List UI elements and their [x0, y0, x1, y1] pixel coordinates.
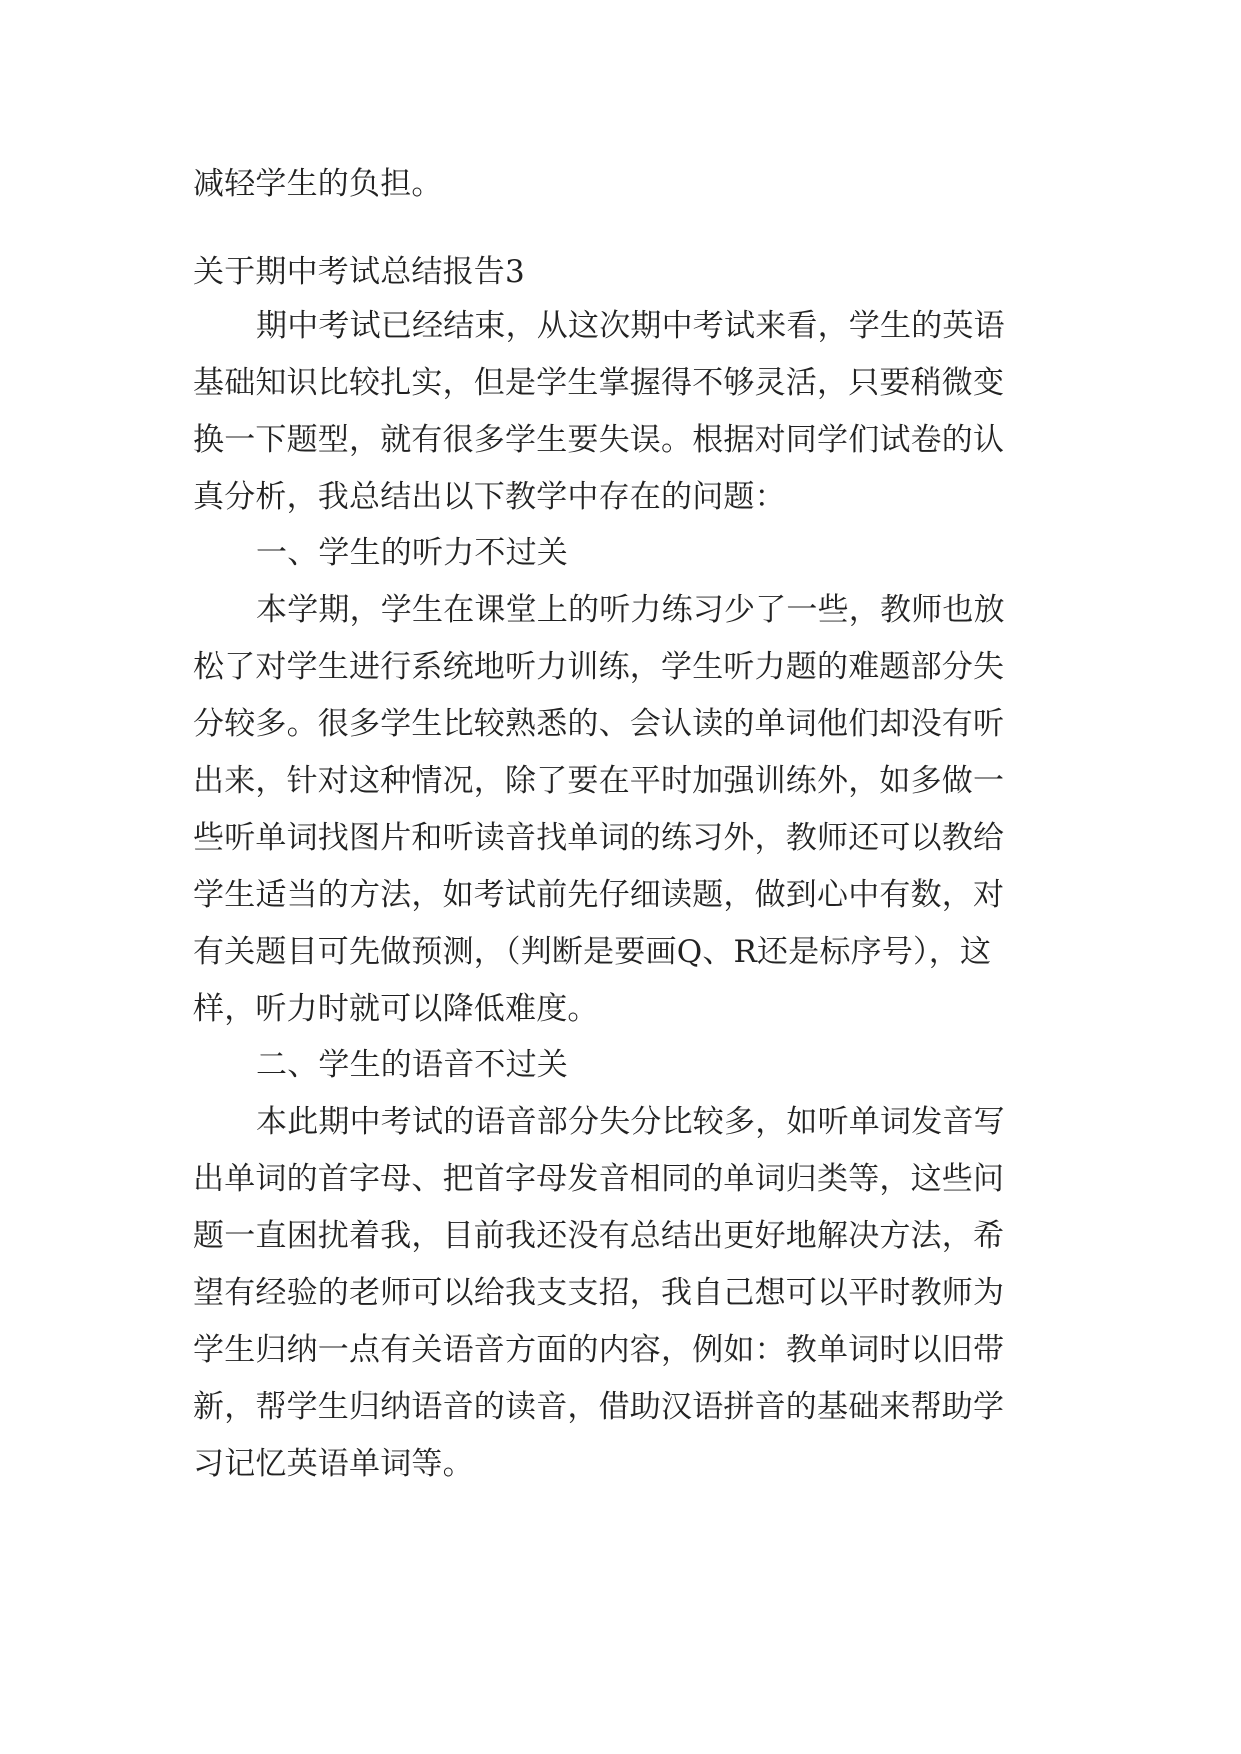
pronunciation-paragraph-line-1: 本此期中考试的语音部分失分比较多，如听单词发音写 — [256, 1104, 1005, 1140]
pronunciation-paragraph-line-3: 题一直困扰着我，目前我还没有总结出更好地解决方法，希 — [193, 1218, 1005, 1254]
pronunciation-paragraph-line-7: 习记忆英语单词等。 — [193, 1446, 474, 1482]
intro-paragraph-line-2: 基础知识比较扎实，但是学生掌握得不够灵活，只要稍微变 — [193, 365, 1005, 401]
listening-paragraph-line-4: 出来，针对这种情况，除了要在平时加强训练外，如多做一 — [193, 763, 1005, 799]
intro-paragraph-line-4: 真分析，我总结出以下教学中存在的问题： — [193, 479, 786, 515]
heading-pronunciation: 二、学生的语音不过关 — [256, 1047, 568, 1083]
pronunciation-paragraph-line-6: 新，帮学生归纳语音的读音，借助汉语拼音的基础来帮助学 — [193, 1389, 1005, 1425]
listening-paragraph-line-2: 松了对学生进行系统地听力训练，学生听力题的难题部分失 — [193, 649, 1005, 685]
intro-paragraph-line-1: 期中考试已经结束，从这次期中考试来看，学生的英语 — [256, 308, 1005, 344]
listening-paragraph-line-8: 样，听力时就可以降低难度。 — [193, 991, 599, 1027]
listening-paragraph-line-7: 有关题目可先做预测，（判断是要画Q、R还是标序号），这 — [193, 934, 992, 970]
listening-paragraph-line-6: 学生适当的方法，如考试前先仔细读题，做到心中有数，对 — [193, 877, 1005, 913]
paragraph-tail-line: 减轻学生的负担。 — [193, 166, 443, 202]
listening-paragraph-line-5: 些听单词找图片和听读音找单词的练习外，教师还可以教给 — [193, 820, 1005, 856]
pronunciation-paragraph-line-4: 望有经验的老师可以给我支支招，我自己想可以平时教师为 — [193, 1275, 1005, 1311]
pronunciation-paragraph-line-5: 学生归纳一点有关语音方面的内容，例如：教单词时以旧带 — [193, 1332, 1005, 1368]
section-title: 关于期中考试总结报告3 — [193, 254, 525, 290]
intro-paragraph-line-3: 换一下题型，就有很多学生要失误。根据对同学们试卷的认 — [193, 422, 1005, 458]
listening-paragraph-line-3: 分较多。很多学生比较熟悉的、会认读的单词他们却没有听 — [193, 706, 1005, 742]
listening-paragraph-line-1: 本学期，学生在课堂上的听力练习少了一些，教师也放 — [256, 592, 1005, 628]
pronunciation-paragraph-line-2: 出单词的首字母、把首字母发音相同的单词归类等，这些问 — [193, 1161, 1005, 1197]
heading-listening: 一、学生的听力不过关 — [256, 535, 568, 571]
